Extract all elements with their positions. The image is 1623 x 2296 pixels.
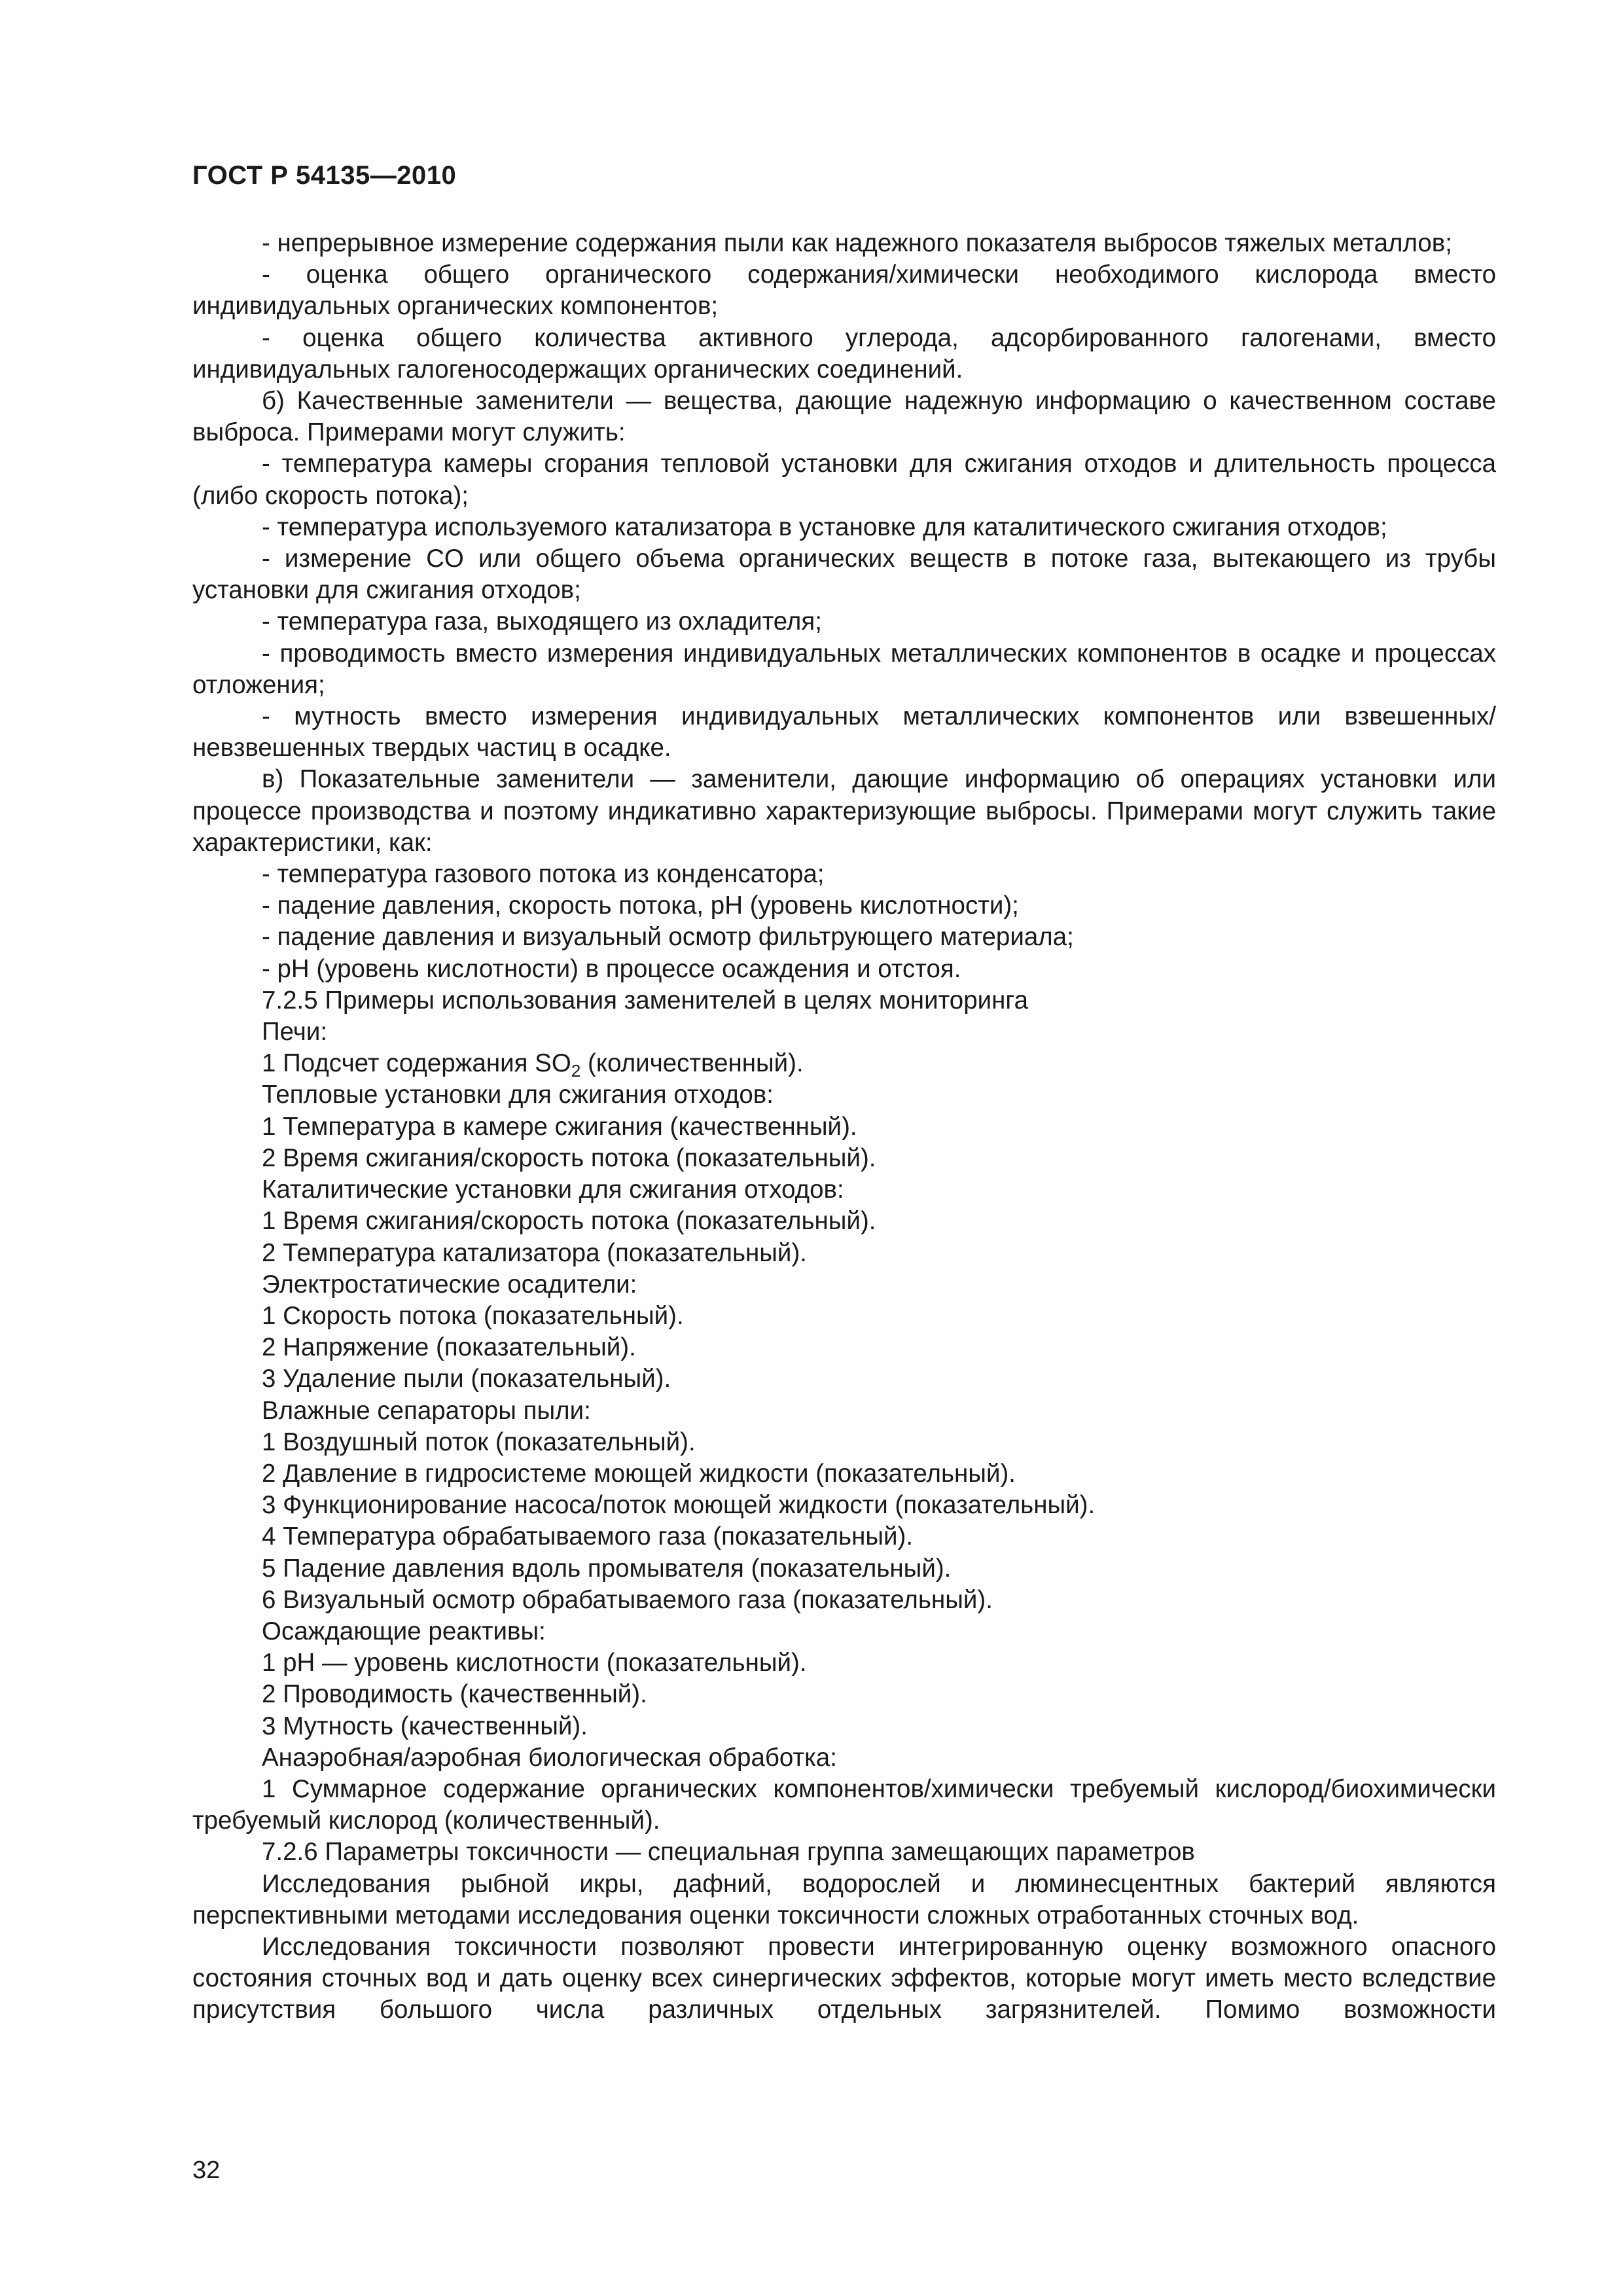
- paragraph-item: в) Показательные заменители — заменители, дающие информацию об операциях установки или процессе производства и поэтому индикативно характеризующие выбросы. Примерами могут служить такие характеристики, как:: [192, 765, 1496, 857]
- paragraph-item: 1 Суммарное содержание органических компонентов/химически требуемый кислород/биохимически требуемый кислород (количественный).: [192, 1774, 1496, 1835]
- paragraph-item: - температура газа, выходящего из охладителя;: [262, 607, 822, 636]
- paragraph-item: Осаждающие реактивы:: [262, 1617, 546, 1645]
- paragraph-item: 4 Температура обрабатываемого газа (показательный).: [262, 1522, 914, 1551]
- paragraph-item: 2 Напряжение (показательный).: [262, 1333, 636, 1362]
- section-heading: 7.2.5 Примеры использования заменителей в целях мониторинга: [262, 986, 1028, 1014]
- paragraph-item: Влажные сепараторы пыли:: [262, 1396, 591, 1425]
- paragraph-item: 1 Скорость потока (показательный).: [262, 1301, 684, 1330]
- paragraph-item: 3 Мутность (качественный).: [262, 1712, 588, 1740]
- page-number: 32: [192, 2157, 221, 2184]
- paragraph-item: [192, 1048, 1496, 1079]
- paragraph-item: 1 Воздушный поток (показательный).: [262, 1427, 696, 1456]
- paragraph-item: 5 Падение давления вдоль промывателя (показательный).: [262, 1554, 952, 1583]
- paragraph-item: - падение давления, скорость потока, pH (уровень кислотности);: [262, 891, 1019, 920]
- paragraph-item: Исследования рыбной икры, дафний, водорослей и люминесцентных бактерий являются перспективными методами исследования оценки токсичности сложных отработанных сточных вод.: [192, 1869, 1496, 1929]
- section-heading: 7.2.6 Параметры токсичности — специальная группа замещающих параметров: [262, 1838, 1195, 1867]
- paragraph-item: - температура используемого катализатора в установке для каталитического сжигания отходов;: [262, 512, 1387, 541]
- paragraph-item: Анаэробная/аэробная биологическая обработка:: [262, 1743, 837, 1772]
- so2-subscript: 2: [571, 1061, 581, 1081]
- paragraph-item: - измерение CO или общего объема органических веществ в потоке газа, вытекающего из трубы установки для сжигания отходов;: [192, 545, 1496, 605]
- document-header: ГОСТ Р 54135—2010: [192, 161, 457, 190]
- paragraph-item: Электростатические осадители:: [262, 1270, 637, 1299]
- paragraph-item: - непрерывное измерение содержания пыли как надежного показателя выбросов тяжелых металлов;: [262, 229, 1452, 257]
- paragraph-item: - мутность вместо измерения индивидуальных металлических компонентов или взвешенных/невзвешенных твердых частиц в осадке.: [192, 702, 1496, 762]
- paragraph-item: - проводимость вместо измерения индивидуальных металлических компонентов в осадке и процессах отложения;: [192, 639, 1496, 699]
- paragraph-item: Каталитические установки для сжигания отходов:: [262, 1175, 844, 1204]
- paragraph-item: 1 Температура в камере сжигания (качественный).: [262, 1112, 857, 1141]
- paragraph-item: 3 Функционирование насоса/поток моющей жидкости (показательный).: [262, 1491, 1096, 1520]
- paragraph-item: 2 Температура катализатора (показательный).: [262, 1238, 807, 1267]
- paragraph-item: 2 Давление в гидросистеме моющей жидкости (показательный).: [262, 1459, 1016, 1488]
- paragraph-item: 3 Удаление пыли (показательный).: [262, 1365, 671, 1393]
- paragraph-item: б) Качественные заменители — вещества, дающие надежную информацию о качественном составе выброса. Примерами могут служить:: [192, 387, 1496, 447]
- paragraph-item: 1 Время сжигания/скорость потока (показательный).: [262, 1207, 876, 1236]
- paragraph-item: 2 Время сжигания/скорость потока (показательный).: [262, 1143, 876, 1172]
- paragraph-item: Исследования токсичности позволяют провести интегрированную оценку возможного опасного состояния сточных вод и дать оценку всех синергических эффектов, которые могут иметь место вследствие присутствия большого числа различных отдельных загрязнителей. Помимо возможности: [192, 1932, 1496, 2024]
- paragraph-item: Тепловые установки для сжигания отходов:: [262, 1081, 774, 1109]
- paragraph-item: - оценка общего органического содержания/химически необходимого кислорода вместо индивидуальных органических компонентов;: [192, 260, 1496, 321]
- paragraph-item: - температура газового потока из конденсатора;: [262, 860, 825, 889]
- paragraph-item: Печи:: [262, 1018, 328, 1047]
- paragraph-item: 2 Проводимость (качественный).: [262, 1680, 647, 1709]
- document-body: [192, 228, 1496, 2026]
- so2-line-text: 1 Подсчет содержания SO: [262, 1049, 571, 1078]
- paragraph-item: - падение давления и визуальный осмотр фильтрующего материала;: [262, 923, 1074, 952]
- paragraph-item: 6 Визуальный осмотр обрабатываемого газа (показательный).: [262, 1585, 993, 1614]
- paragraph-item: - pH (уровень кислотности) в процессе осаждения и отстоя.: [262, 954, 961, 983]
- paragraph-item: - оценка общего количества активного углерода, адсорбированного галогенами, вместо индивидуальных галогеносодержащих органических соединений.: [192, 323, 1496, 384]
- paragraph-item: - температура камеры сгорания тепловой установки для сжигания отходов и длительность процесса (либо скорость потока);: [192, 450, 1496, 510]
- paragraph-item: 1 pH — уровень кислотности (показательный).: [262, 1649, 807, 1677]
- so2-line-suffix: (количественный).: [580, 1049, 804, 1078]
